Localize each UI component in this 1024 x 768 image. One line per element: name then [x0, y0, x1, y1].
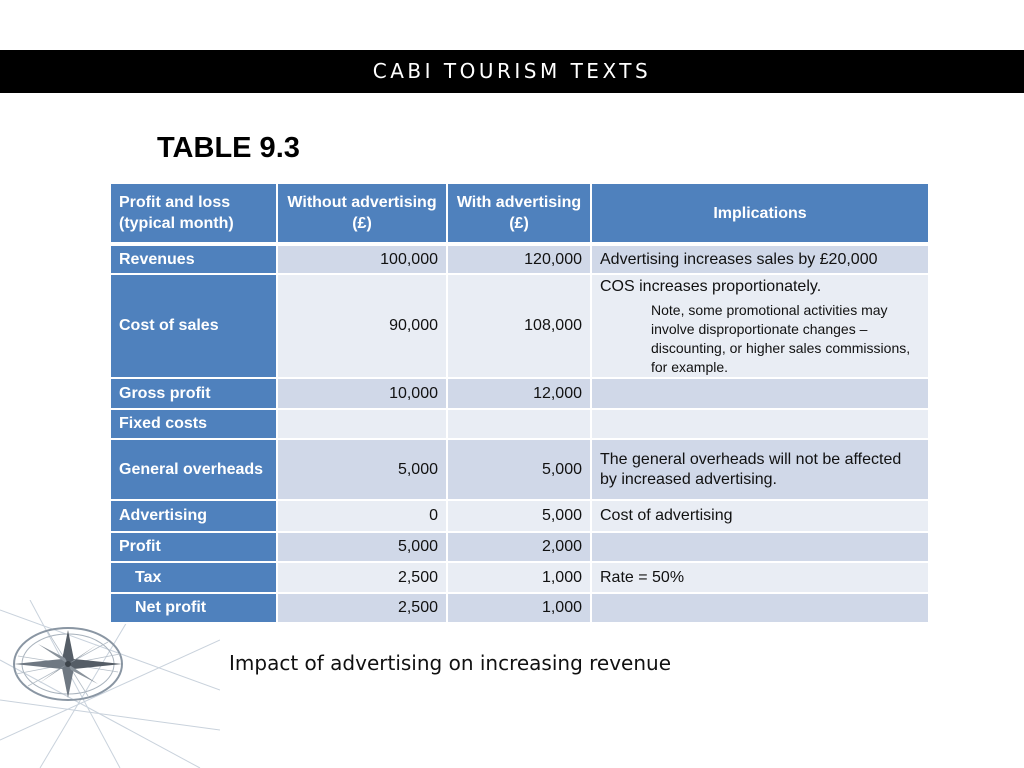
row-label: Net profit	[110, 593, 277, 623]
implication	[591, 274, 929, 378]
value-with	[447, 409, 591, 439]
value-without: 2,500	[277, 593, 447, 623]
table-row	[110, 244, 929, 274]
implication-note: Note, some promotional activities may involve disproportionate changes – discounting, or higher sales commissions, for example.	[651, 302, 911, 375]
table-row	[110, 593, 929, 623]
table-row	[110, 378, 929, 409]
value-with: 108,000	[447, 274, 591, 378]
table-row	[110, 409, 929, 439]
row-label: Advertising	[110, 500, 277, 532]
implication-main: COS increases proportionately.	[600, 278, 822, 295]
implication: Advertising increases sales by £20,000	[591, 244, 929, 274]
table-row	[110, 274, 929, 378]
row-label: Cost of sales	[110, 274, 277, 378]
table-row	[110, 500, 929, 532]
col-header-with: With advertising (£)	[447, 183, 591, 244]
row-label: Revenues	[110, 244, 277, 274]
value-without: 2,500	[277, 562, 447, 593]
value-with: 5,000	[447, 500, 591, 532]
value-without: 0	[277, 500, 447, 532]
col-header-profit-loss: Profit and loss (typical month)	[110, 183, 277, 244]
value-without: 10,000	[277, 378, 447, 409]
table-row	[110, 439, 929, 500]
table-row	[110, 532, 929, 562]
header-banner: CABI TOURISM TEXTS	[0, 50, 1024, 93]
row-label: Profit	[110, 532, 277, 562]
implication: Rate = 50%	[591, 562, 929, 593]
col-header-implications: Implications	[591, 183, 929, 244]
table-caption: Impact of advertising on increasing revenue	[229, 651, 672, 675]
profit-loss-table	[109, 182, 930, 624]
row-label: Fixed costs	[110, 409, 277, 439]
value-with: 2,000	[447, 532, 591, 562]
implication	[591, 593, 929, 623]
value-without: 5,000	[277, 439, 447, 500]
implication	[591, 378, 929, 409]
value-with: 1,000	[447, 593, 591, 623]
value-with: 120,000	[447, 244, 591, 274]
col-header-without: Without advertising (£)	[277, 183, 447, 244]
implication	[591, 409, 929, 439]
value-without: 90,000	[277, 274, 447, 378]
implication	[591, 532, 929, 562]
row-label: Gross profit	[110, 378, 277, 409]
table-row	[110, 562, 929, 593]
value-with: 5,000	[447, 439, 591, 500]
table-header-row	[110, 183, 929, 244]
value-without: 5,000	[277, 532, 447, 562]
implication: The general overheads will not be affected by increased advertising.	[591, 439, 929, 500]
value-without: 100,000	[277, 244, 447, 274]
value-without	[277, 409, 447, 439]
page-title: TABLE 9.3	[157, 132, 300, 164]
compass-rose-icon	[0, 600, 220, 768]
row-label: General overheads	[110, 439, 277, 500]
value-with: 1,000	[447, 562, 591, 593]
value-with: 12,000	[447, 378, 591, 409]
implication: Cost of advertising	[591, 500, 929, 532]
row-label: Tax	[110, 562, 277, 593]
